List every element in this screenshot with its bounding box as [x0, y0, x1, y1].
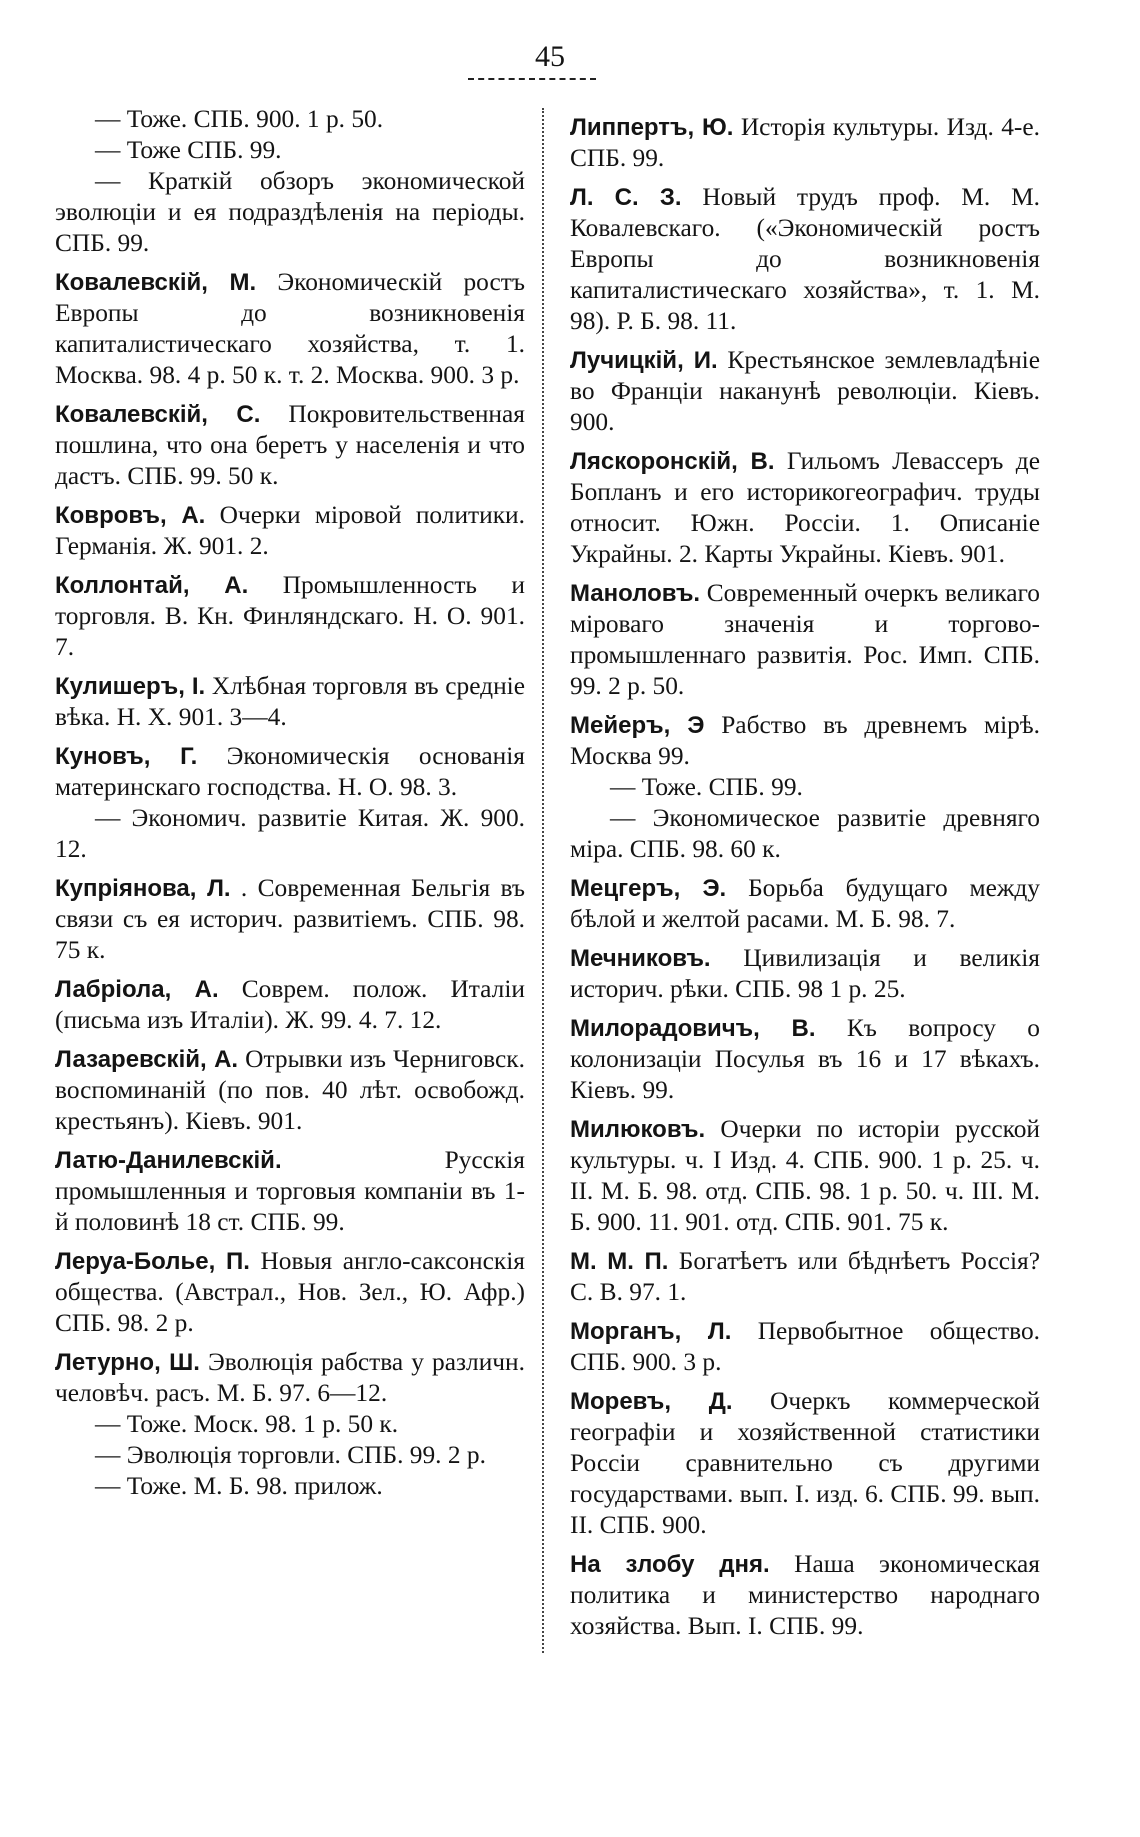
entry-text: Соврем. полож. Италіи (письма изъ Италіи). Ж. 99. 4. 7. 12. [55, 975, 525, 1034]
bibliography-entry [55, 104, 525, 135]
bibliography-entry [55, 1044, 525, 1137]
entry-author: Ковалевскій, С. [55, 401, 261, 428]
bibliography-entry [570, 1386, 1040, 1541]
bibliography-entry [55, 741, 525, 803]
entry-text: Цивилизація и великія историч. рѣки. СПБ. 98 1 р. 25. [570, 944, 1040, 1003]
entry-text: — Краткій обзоръ экономической эволюціи и ея подраздѣленія на періоды. СПБ. 99. [55, 167, 525, 257]
entry-text: — Тоже СПБ. 99. [95, 136, 282, 164]
entry-author: Купріянова, Л. [55, 875, 231, 902]
entry-author: На злобу дня. [570, 1551, 770, 1578]
bibliography-entry [55, 803, 525, 865]
page-header [0, 40, 1140, 100]
bibliography-entry [570, 772, 1040, 803]
entry-text: Современный очеркъ великаго міроваго значенія и торгово-промышленнаго развитія. Рос. Имп. СПБ. 99. 2 р. 50. [570, 579, 1040, 700]
entry-text: Покровительственная пошлина, что она беретъ у населенія и что дастъ. СПБ. 99. 50 к. [55, 400, 525, 490]
entry-author: Лучицкій, И. [570, 347, 718, 374]
entry-text: Новыя англо-саксонскія общества. (Австрал., Нов. Зел., Ю. Афр.) СПБ. 98. 2 р. [55, 1247, 525, 1337]
right-column [570, 112, 1040, 1650]
header-rule [468, 78, 596, 80]
entry-text: — Эволюція торговли. СПБ. 99. 2 р. [95, 1441, 486, 1469]
entry-text: Новый трудъ проф. М. М. Ковалевскаго. («Экономическій ростъ Европы до возникновенія капиталистическаго хозяйства», т. 1. М. 98). Р. Б. 98. 11. [570, 183, 1040, 335]
entry-text: Борьба будущаго между бѣлой и желтой расами. М. Б. 98. 7. [570, 874, 1041, 933]
bibliography-entry [570, 710, 1040, 772]
bibliography-entry [55, 1440, 525, 1471]
entry-author: Мечниковъ. [570, 945, 711, 972]
entry-text: Богатѣетъ или бѣднѣетъ Россія? С. В. 97. 1. [570, 1247, 1041, 1306]
entry-text: Эволюція рабства у различн. человѣч. расъ. М. Б. 97. 6—12. [55, 1348, 525, 1407]
bibliography-entry [55, 974, 525, 1036]
entry-author: Лазаревскій, А. [55, 1046, 239, 1073]
entry-text: Очерки по исторіи русской культуры. ч. І Изд. 4. СПБ. 900. 1 р. 25. ч. II. М. Б. 98. отд. СПБ. 98. 1 р. 50. ч. III. М. Б. 900. 11. 901. отд. СПБ. 901. 75 к. [570, 1115, 1040, 1236]
entry-author: Моревъ, Д. [570, 1388, 733, 1415]
entry-author: Ковровъ, А. [55, 502, 206, 529]
entry-author: М. М. П. [570, 1248, 669, 1275]
bibliography-entry [570, 182, 1040, 337]
entry-text: Наша экономическая политика и министерство народнаго хозяйства. Вып. І. СПБ. 99. [570, 1550, 1040, 1640]
bibliography-entry [570, 873, 1040, 935]
entry-author: Летурно, Ш. [55, 1349, 200, 1376]
bibliography-entry [570, 1549, 1040, 1642]
entry-author: Латю-Данилевскій. [55, 1147, 282, 1174]
bibliography-entry [55, 671, 525, 733]
bibliography-entry [570, 1246, 1040, 1308]
entry-author: Леруа-Болье, П. [55, 1248, 250, 1275]
left-column [55, 105, 526, 1510]
bibliography-entry [55, 399, 525, 492]
entry-text: Очеркъ коммерческой географіи и хозяйственной статистики Россіи сравнительно съ другими государствами. вып. І. изд. 6. СПБ. 99. вып. II. СПБ. 900. [570, 1387, 1040, 1539]
entry-text: Очерки міровой политики. Германія. Ж. 901. 2. [55, 501, 525, 560]
entry-author: Мейеръ, Э [570, 712, 705, 739]
bibliography-entry [55, 570, 525, 663]
page-number: 45 [535, 40, 565, 73]
entry-text: Экономическія основанія материнскаго господства. Н. О. 98. 3. [55, 742, 525, 801]
entry-text: Промышленность и торговля. В. Кн. Финляндскаго. Н. О. 901. 7. [55, 571, 526, 661]
bibliography-entry [570, 943, 1040, 1005]
entry-text: Хлѣбная торговля въ средніе вѣка. Н. Х. 901. 3—4. [55, 672, 525, 731]
entry-text: Гильомъ Левассеръ де Бопланъ и его историкогеографич. труды относит. Южн. Россіи. 1. Описаніе Украйны. 2. Карты Украйны. Кіевъ. 901. [570, 447, 1040, 568]
bibliography-entry [570, 1316, 1040, 1378]
entry-text: — Тоже. СПБ. 99. [610, 773, 803, 801]
entry-text: — Тоже. М. Б. 98. прилож. [95, 1472, 383, 1500]
entry-text: — Тоже. СПБ. 900. 1 р. 50. [95, 105, 384, 133]
column-divider [542, 108, 544, 1653]
bibliography-entry [55, 1409, 525, 1440]
entry-author: Маноловъ. [570, 580, 701, 607]
entry-text: Исторія культуры. Изд. 4-е. СПБ. 99. [570, 113, 1041, 172]
entry-author: Ляскоронскій, В. [570, 448, 775, 475]
entry-text: Отрывки изъ Черниговск. воспоминаній (по пов. 40 лѣт. освобожд. крестьянъ). Кіевъ. 901. [55, 1045, 525, 1135]
bibliography-entry [55, 873, 525, 966]
entry-author: Коллонтай, А. [55, 572, 249, 599]
entry-author: Морганъ, Л. [570, 1318, 732, 1345]
bibliography-entry [55, 1347, 525, 1409]
entry-author: Л. С. З. [570, 184, 682, 211]
entry-author: Лабріола, А. [55, 976, 219, 1003]
entry-text: Къ вопросу о колонизаціи Посулья въ 16 и 17 вѣкахъ. Кіевъ. 99. [570, 1014, 1040, 1104]
entry-text: Экономическій ростъ Европы до возникновенія капиталистическаго хозяйства, т. 1. Москва. 98. 4 р. 50 к. т. 2. Москва. 900. 3 р. [55, 268, 525, 389]
bibliography-entry [55, 1246, 525, 1339]
entry-author: Милюковъ. [570, 1116, 706, 1143]
entry-text: — Экономическое развитіе древняго міра. СПБ. 98. 60 к. [570, 804, 1040, 863]
bibliography-entry [55, 500, 525, 562]
bibliography-entry [570, 578, 1040, 702]
entry-author: Милорадовичъ, В. [570, 1015, 816, 1042]
bibliography-entry [55, 166, 525, 259]
entry-author: Липпертъ, Ю. [570, 114, 734, 141]
entry-text: Рабство въ древнемъ мірѣ. Москва 99. [570, 711, 1040, 770]
entry-author: Мецгеръ, Э. [570, 875, 727, 902]
bibliography-entry [570, 446, 1040, 570]
entry-text: Крестьянское землевладѣніе во Франціи наканунѣ революціи. Кіевъ. 900. [570, 346, 1040, 436]
bibliography-entry [570, 1114, 1040, 1238]
entry-text: Русскія промышленныя и торговыя компаніи въ 1-й половинѣ 18 ст. СПБ. 99. [55, 1146, 525, 1236]
bibliography-entry [570, 112, 1040, 174]
bibliography-entry [55, 1145, 525, 1238]
entry-text: — Тоже. Моск. 98. 1 р. 50 к. [95, 1410, 399, 1438]
entry-text: Первобытное общество. СПБ. 900. 3 р. [570, 1317, 1040, 1376]
bibliography-entry [570, 1013, 1040, 1106]
bibliography-entry [55, 135, 525, 166]
entry-author: Куновъ, Г. [55, 743, 198, 770]
entry-author: Ковалевскій, М. [55, 269, 257, 296]
entry-author: Кулишеръ, І. [55, 673, 206, 700]
bibliography-entry [570, 803, 1040, 865]
bibliography-entry [570, 345, 1040, 438]
entry-text: — Экономич. развитіе Китая. Ж. 900. 12. [55, 804, 525, 863]
bibliography-entry [55, 1471, 525, 1502]
bibliography-entry [55, 267, 525, 391]
entry-text: . Современная Бельгія въ связи съ ея историч. развитіемъ. СПБ. 98. 75 к. [55, 874, 526, 964]
